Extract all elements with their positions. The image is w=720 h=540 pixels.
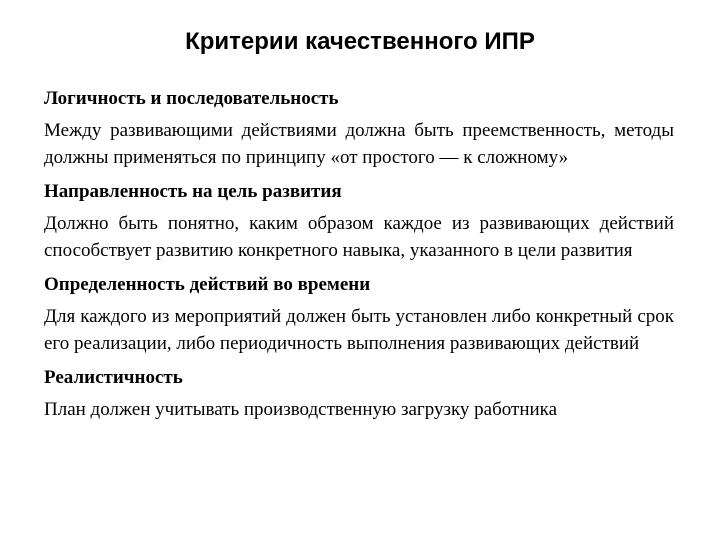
criterion-heading: Определенность действий во времени (44, 274, 371, 295)
criterion-text: Для каждого из мероприятий должен быть установлен либо конкретный срок его реализации, либо периодичность выполнения развивающих действий (44, 306, 674, 354)
criterion-time-definiteness (44, 270, 674, 357)
criterion-heading: Реалистичность (44, 367, 183, 388)
page-title: Критерии качественного ИПР (185, 28, 535, 55)
criterion-logic (44, 84, 674, 171)
criterion-heading: Логичность и последовательность (44, 88, 339, 109)
criterion-text: Между развивающими действиями должна быть преемственность, методы должны применяться по принципу «от простого — к сложному» (44, 120, 674, 168)
criterion-heading: Направленность на цель развития (44, 181, 342, 202)
criteria-list (44, 84, 674, 430)
criterion-realism (44, 363, 674, 424)
criterion-goal-focus (44, 177, 674, 264)
criterion-text: План должен учитывать производственную загрузку работника (44, 399, 558, 420)
criterion-text: Должно быть понятно, каким образом каждое из развивающих действий способствует развитию конкретного навыка, указанного в цели развития (44, 213, 674, 261)
